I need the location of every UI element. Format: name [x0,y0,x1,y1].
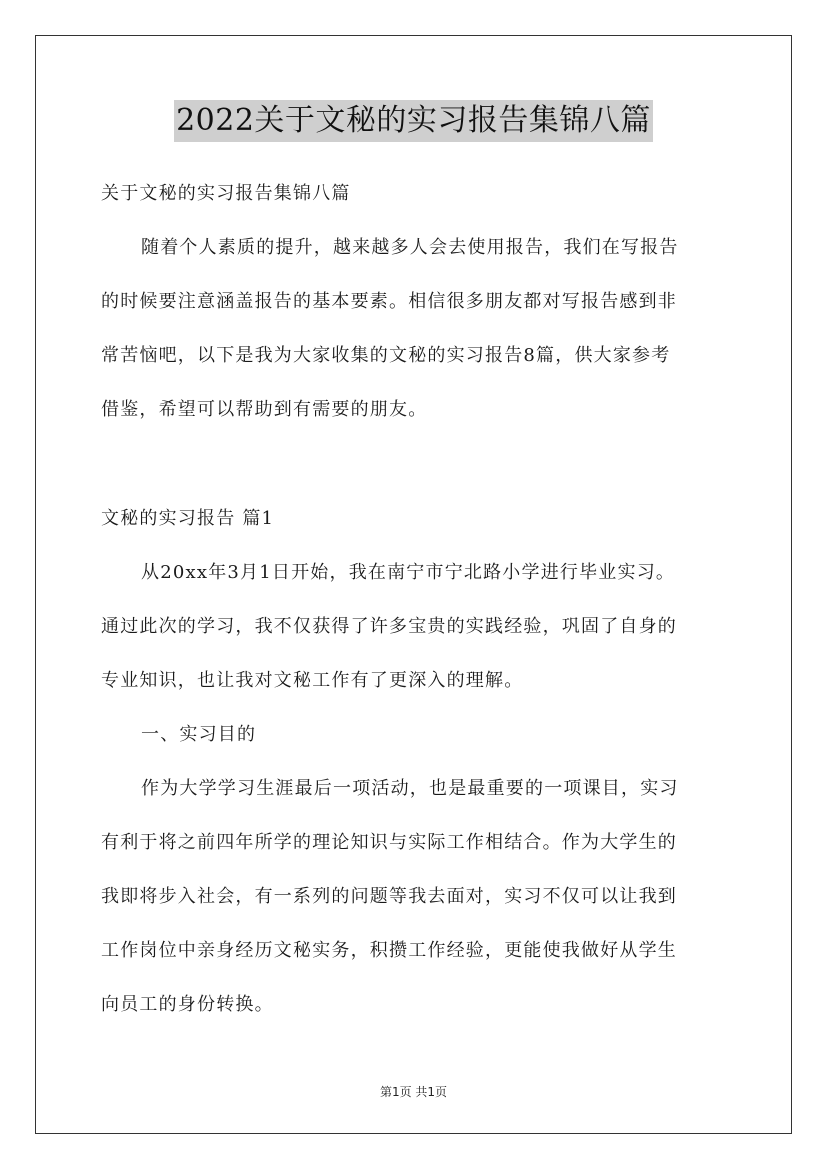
para1-line-2: 通过此次的学习，我不仅获得了许多宝贵的实践经验，巩固了自身的 [101,616,677,637]
intro-line-3: 常苦恼吧，以下是我为大家收集的文秘的实习报告8篇，供大家参考 [101,345,671,366]
page-footer: 第1页 共1页 [379,1085,448,1099]
para1-line-3: 专业知识，也让我对文秘工作有了更深入的理解。 [101,670,524,691]
section-heading: 文秘的实习报告 篇1 [101,508,275,529]
sub-heading: 一、实习目的 [141,724,257,745]
document-title: 2022关于文秘的实习报告集锦八篇 [174,100,653,142]
intro-line-4: 借鉴，希望可以帮助到有需要的朋友。 [101,399,428,420]
para2-line-2: 有利于将之前四年所学的理论知识与实际工作相结合。作为大学生的 [101,832,677,853]
para2-line-1: 作为大学学习生涯最后一项活动，也是最重要的一项课目，实习 [141,778,679,799]
title-container [0,100,827,142]
intro-line-1: 随着个人素质的提升，越来越多人会去使用报告，我们在写报告 [141,237,679,258]
para2-line-3: 我即将步入社会，有一系列的问题等我去面对，实习不仅可以让我到 [101,886,677,907]
para2-line-5: 向员工的身份转换。 [101,994,274,1015]
para1-line-1: 从20xx年3月1日开始，我在南宁市宁北路小学进行毕业实习。 [141,562,676,583]
para2-line-4: 工作岗位中亲身经历文秘实务，积攒工作经验，更能使我做好从学生 [101,940,677,961]
document-subtitle: 关于文秘的实习报告集锦八篇 [101,183,351,204]
intro-line-2: 的时候要注意涵盖报告的基本要素。相信很多朋友都对写报告感到非 [101,291,677,312]
